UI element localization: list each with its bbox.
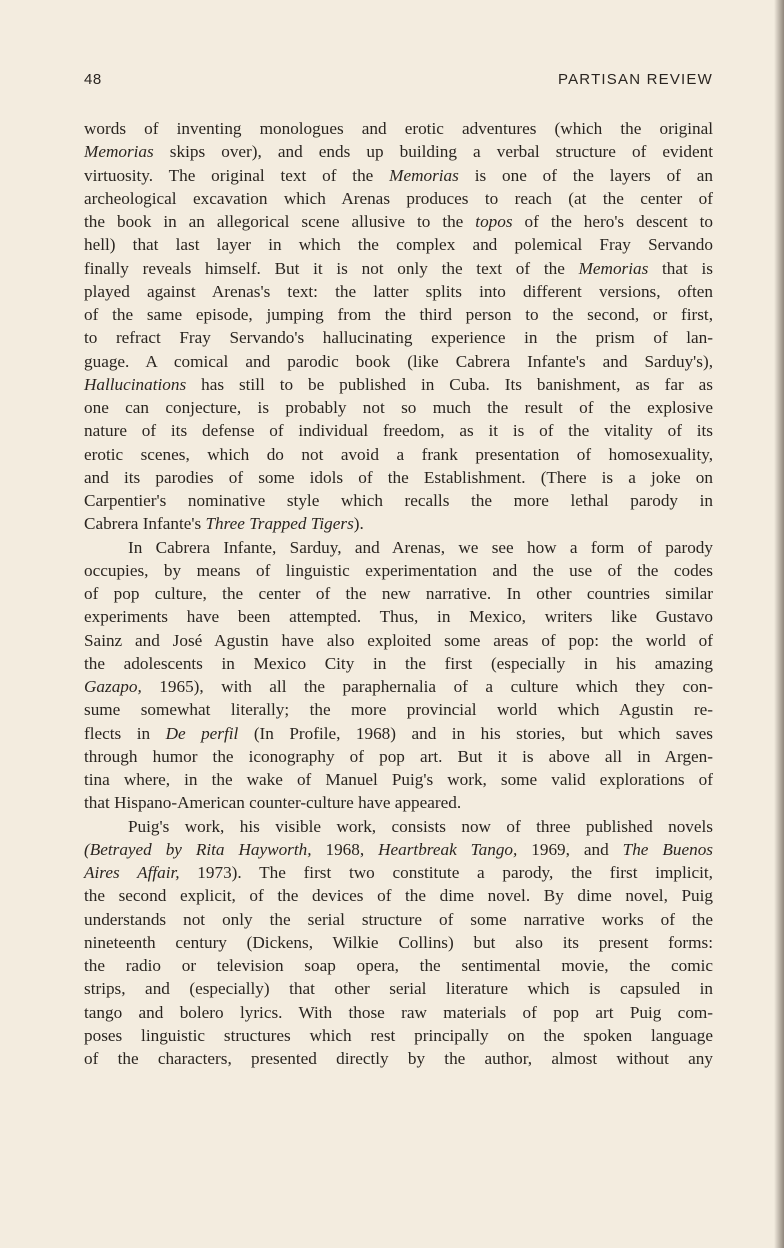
text-run: of the same episode, jumping from the third person to the second, or first,: [84, 305, 713, 324]
text-line: [84, 652, 713, 675]
text-run: poses linguistic structures which rest principally on the spoken language: [84, 1025, 713, 1045]
text-run: that Hispano-American counter-culture have appeared.: [84, 793, 462, 813]
text-line: [84, 722, 713, 745]
text-run: to refract Fray Servando's hallucinating experience in the prism of lan-: [84, 328, 713, 348]
italic-text: The Buenos: [622, 839, 713, 859]
text-run: ).: [353, 514, 364, 534]
text-line: [84, 698, 713, 721]
text-line: [84, 908, 713, 931]
text-line: [84, 326, 713, 349]
running-title: PARTISAN REVIEW: [558, 71, 713, 88]
text-run: has still to be published in Cuba. Its banishment, as far as: [186, 374, 713, 394]
italic-text: Heartbreak Tango,: [378, 839, 518, 859]
text-line: [84, 466, 713, 489]
text-run: nature of its defense of individual freedom, as it is of the vitality of its: [84, 421, 713, 441]
text-run: tina where, in the wake of Manuel Puig's work, some valid explorations of: [84, 770, 713, 789]
text-run: Carpentier's nominative style which recalls the more lethal parody in: [84, 491, 713, 510]
text-run: the radio or television soap opera, the sentimental movie, the comic: [84, 956, 713, 975]
text-line: [84, 419, 713, 442]
text-run: that is: [648, 258, 713, 278]
text-run: 1968,: [311, 839, 379, 859]
text-run: the book in an allegorical scene allusive to the: [84, 212, 476, 231]
text-run: hell) that last layer in which the complex and polemical Fray Servando: [84, 235, 713, 255]
text-line: [84, 210, 713, 233]
text-run: and its parodies of some idols of the Establishment. (There is a joke on: [84, 467, 713, 487]
text-run: of pop culture, the center of the new narrative. In other countries similar: [84, 584, 713, 603]
text-run: experiments have been attempted. Thus, in Mexico, writers like Gustavo: [84, 607, 713, 627]
text-line: [84, 931, 713, 954]
text-line: [84, 373, 713, 396]
text-line: [84, 861, 713, 884]
text-run: finally reveals himself. But it is not only the text of the: [84, 258, 579, 278]
text-line: [84, 1001, 713, 1024]
text-run: Cabrera Infante's: [84, 514, 206, 534]
body-text: [84, 117, 713, 1070]
italic-text: topos: [475, 212, 513, 231]
text-run: played against Arenas's text: the latter splits into different versions, often: [84, 281, 713, 301]
text-run: (In Profile, 1968) and in his stories, but which saves: [238, 723, 713, 743]
text-line: [84, 838, 713, 861]
text-line: [84, 117, 713, 140]
text-line: [84, 745, 713, 768]
text-run: In Cabrera Infante, Sarduy, and Arenas, we see how a form of parody: [128, 537, 713, 557]
italic-text: Aires Affair,: [84, 863, 180, 882]
text-run: understands not only the serial structure of some narrative works of the: [84, 909, 713, 929]
page-edge-shadow: [774, 0, 784, 1248]
text-run: of the characters, presented directly by the author, almost without any: [84, 1049, 713, 1068]
text-line: [84, 396, 713, 419]
italic-text: Three Trapped Tigers: [205, 514, 354, 534]
text-run: 1969, and: [517, 839, 623, 859]
italic-text: Memorias: [84, 142, 154, 162]
italic-text: Memorias: [389, 165, 459, 185]
text-run: skips over), and ends up building a verbal structure of evident: [153, 142, 713, 162]
text-line: [84, 257, 713, 280]
text-line: [84, 233, 713, 256]
text-run: virtuosity. The original text of the: [84, 165, 390, 185]
text-line: [84, 350, 713, 373]
text-run: erotic scenes, which do not avoid a frank presentation of homosexuality,: [84, 444, 713, 464]
page-number: 48: [84, 71, 102, 88]
text-run: words of inventing monologues and erotic adventures (which the original: [84, 119, 713, 138]
text-run: strips, and (especially) that other serial literature which is capsuled in: [84, 979, 713, 999]
text-line: [84, 977, 713, 1000]
text-run: archeological excavation which Arenas produces to reach (at the center of: [84, 188, 713, 208]
text-run: the adolescents in Mexico City in the first (especially in his amazing: [84, 653, 713, 673]
text-run: sume somewhat literally; the more provincial world which Agustin re-: [84, 700, 713, 720]
italic-text: (Betrayed by Rita Hayworth,: [84, 839, 312, 859]
text-line: [84, 768, 713, 791]
text-line: [84, 954, 713, 977]
text-run: occupies, by means of linguistic experimentation and the use of the codes: [84, 560, 713, 580]
text-line: [84, 164, 713, 187]
text-run: flects in: [84, 723, 166, 743]
text-line: [84, 280, 713, 303]
text-line: [84, 1024, 713, 1047]
text-run: tango and bolero lyrics. With those raw materials of pop art Puig com-: [84, 1002, 713, 1022]
text-line: [84, 559, 713, 582]
text-line: [84, 1047, 713, 1070]
italic-text: De perfil: [165, 723, 239, 743]
text-run: the second explicit, of the devices of the dime novel. By dime novel, Puig: [84, 886, 713, 906]
text-line: [84, 187, 713, 210]
text-run: of the hero's descent to: [512, 212, 713, 231]
text-line: [84, 675, 713, 698]
text-line: [84, 512, 713, 535]
text-line: [84, 884, 713, 907]
text-line: [84, 303, 713, 326]
text-line: [84, 582, 713, 605]
text-line: [84, 536, 713, 559]
text-run: Puig's work, his visible work, consists now of three published novels: [128, 816, 713, 836]
text-line: [84, 489, 713, 512]
text-run: is one of the layers of an: [458, 165, 713, 185]
text-line: [84, 443, 713, 466]
text-line: [84, 629, 713, 652]
text-run: 1965), with all the paraphernalia of a culture which they con-: [141, 677, 713, 696]
italic-text: Memorias: [578, 258, 649, 278]
italic-text: Hallucinations: [84, 374, 187, 394]
text-line: [84, 605, 713, 628]
text-line: [84, 791, 713, 814]
running-header: [84, 71, 713, 93]
text-run: through humor the iconography of pop art. But it is above all in Argen-: [84, 746, 713, 766]
text-line: [84, 815, 713, 838]
italic-text: Gazapo,: [84, 677, 142, 696]
text-run: one can conjecture, is probably not so much the result of the explosive: [84, 398, 713, 417]
text-run: Sainz and José Agustin have also exploited some areas of pop: the world of: [84, 630, 713, 650]
text-run: nineteenth century (Dickens, Wilkie Collins) but also its present forms:: [84, 932, 713, 952]
text-run: 1973). The first two constitute a parody, the first implicit,: [179, 863, 713, 882]
text-run: guage. A comical and parodic book (like Cabrera Infante's and Sarduy's),: [84, 351, 713, 371]
text-line: [84, 140, 713, 163]
